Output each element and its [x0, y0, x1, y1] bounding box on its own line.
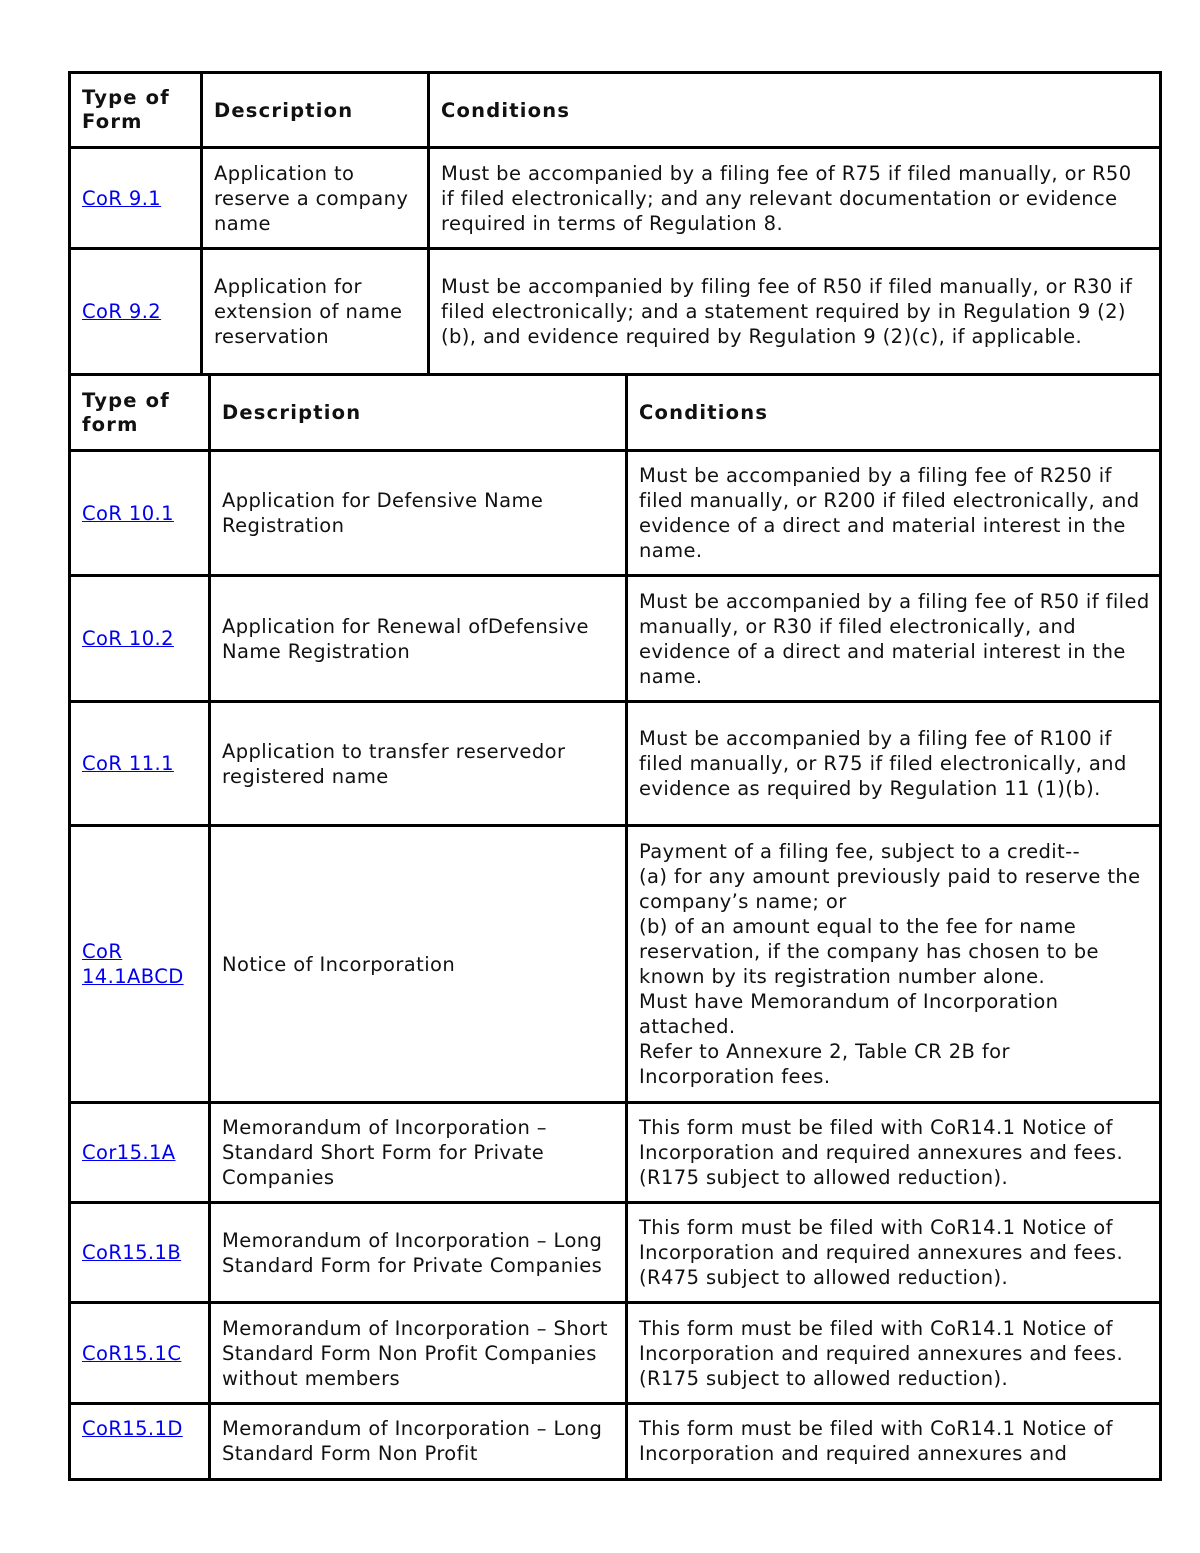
conditions-text: (a) for any amount previously paid to reserve the company’s name; or: [639, 865, 1141, 913]
description-cell: Application for Renewal ofDefensive Name Registration: [210, 576, 627, 702]
form-cell: [70, 1303, 210, 1404]
table-header-row: [70, 73, 1161, 148]
table-header-row: [70, 375, 1161, 451]
conditions-cell: [627, 1103, 1161, 1203]
forms-table-registration: [68, 373, 1162, 1481]
conditions-text: This form must be filed with CoR14.1 Notice of Incorporation and required annexures and fees. (R175 subject to allowed reduction).: [639, 1316, 1124, 1390]
conditions-cell: [627, 1404, 1161, 1480]
description-cell: Memorandum of Incorporation – Short Standard Form Non Profit Companies without members: [210, 1303, 627, 1404]
form-link-cor-9-1[interactable]: CoR 9.1: [82, 186, 162, 210]
description-cell: Notice of Incorporation: [210, 826, 627, 1103]
description-cell: Memorandum of Incorporation – Long Standard Form for Private Companies: [210, 1203, 627, 1303]
table-row: [70, 148, 1161, 249]
conditions-cell: [627, 1203, 1161, 1303]
conditions-cell: [627, 576, 1161, 702]
form-cell: [70, 702, 210, 826]
conditions-text: Must be accompanied by a filing fee of R50 if filed manually, or R30 if filed electronically, and evidence of a direct and material interest in the name.: [639, 589, 1150, 688]
form-link-cor-9-2[interactable]: CoR 9.2: [82, 300, 162, 323]
table-row: [70, 1303, 1161, 1404]
conditions-cell: [429, 148, 1161, 249]
header-description: Description: [210, 375, 627, 451]
form-link-cor-11-1[interactable]: CoR 11.1: [82, 752, 174, 775]
conditions-text: This form must be filed with CoR14.1 Notice of Incorporation and required annexures and: [639, 1417, 1113, 1465]
form-link-cor-14-1abcd[interactable]: CoR 14.1ABCD: [82, 940, 184, 988]
form-cell: [70, 451, 210, 576]
conditions-text: Must be accompanied by a filing fee of R75 if filed manually, or R50 if filed electronically; and any relevant documentation or evidence required in terms of Regulation 8.: [441, 161, 1132, 235]
description-cell: Memorandum of Incorporation – Long Standard Form Non Profit: [210, 1404, 627, 1480]
description-cell: Application to transfer reservedor registered name: [210, 702, 627, 826]
forms-table-name-reservation: [68, 71, 1162, 376]
table-row: [70, 249, 1161, 375]
conditions-text: Must be accompanied by filing fee of R50 if filed manually, or R30 if filed electronically; and a statement required by in Regulation 9 (2)(b), and evidence required by Regulation 9 (2)(c), if applicable.: [441, 275, 1133, 348]
table-row: [70, 451, 1161, 576]
conditions-text: Payment of a filing fee, subject to a credit--: [639, 840, 1081, 863]
conditions-text: Refer to Annexure 2, Table CR 2B for Incorporation fees.: [639, 1040, 1010, 1088]
conditions-text: Must be accompanied by a filing fee of R250 if filed manually, or R200 if filed electronically, and evidence of a direct and material interest in the name.: [639, 464, 1140, 562]
table-row: [70, 702, 1161, 826]
conditions-cell: [627, 451, 1161, 576]
form-cell: [70, 826, 210, 1103]
conditions-text: This form must be filed with CoR14.1 Notice of Incorporation and required annexures and fees. (R175 subject to allowed reduction).: [639, 1116, 1124, 1189]
description-cell: Application to reserve a company name: [202, 148, 429, 249]
form-link-cor-10-2[interactable]: CoR 10.2: [82, 627, 174, 650]
form-link-cor-15-1c[interactable]: CoR15.1C: [82, 1341, 182, 1365]
table-row: [70, 576, 1161, 702]
form-link-cor-15-1d[interactable]: CoR15.1D: [82, 1417, 183, 1440]
form-cell: [70, 576, 210, 702]
table-row: [70, 1404, 1161, 1480]
header-type-of-form: Type of form: [70, 375, 210, 451]
form-cell: [70, 1103, 210, 1203]
form-link-cor-15-1a[interactable]: Cor15.1A: [82, 1141, 176, 1164]
description-cell: Application for Defensive Name Registration: [210, 451, 627, 576]
form-link-cor-15-1b[interactable]: CoR15.1B: [82, 1241, 182, 1264]
header-conditions: Conditions: [429, 73, 1161, 148]
form-cell: [70, 249, 202, 375]
conditions-cell: [627, 1303, 1161, 1404]
form-link-cor-10-1[interactable]: CoR 10.1: [82, 501, 174, 525]
table-row: [70, 1103, 1161, 1203]
conditions-text: Must be accompanied by a filing fee of R100 if filed manually, or R75 if filed electronically, and evidence as required by Regulation 11 (1)(b).: [639, 727, 1127, 800]
conditions-text: Must have Memorandum of Incorporation attached.: [639, 990, 1059, 1038]
table-row: [70, 1203, 1161, 1303]
description-cell: Memorandum of Incorporation – Standard Short Form for Private Companies: [210, 1103, 627, 1203]
conditions-cell: [627, 702, 1161, 826]
conditions-text: This form must be filed with CoR14.1 Notice of Incorporation and required annexures and fees. (R475 subject to allowed reduction).: [639, 1216, 1124, 1289]
description-cell: Application for extension of name reservation: [202, 249, 429, 375]
header-description: Description: [202, 73, 429, 148]
header-type-of-form: Type of Form: [70, 73, 202, 148]
conditions-text: (b) of an amount equal to the fee for name reservation, if the company has chosen to be known by its registration number alone.: [639, 915, 1099, 988]
form-cell: [70, 1404, 210, 1480]
table-row: [70, 826, 1161, 1103]
form-cell: [70, 148, 202, 249]
conditions-cell: [627, 826, 1161, 1103]
conditions-cell: [429, 249, 1161, 375]
header-conditions: Conditions: [627, 375, 1161, 451]
form-cell: [70, 1203, 210, 1303]
